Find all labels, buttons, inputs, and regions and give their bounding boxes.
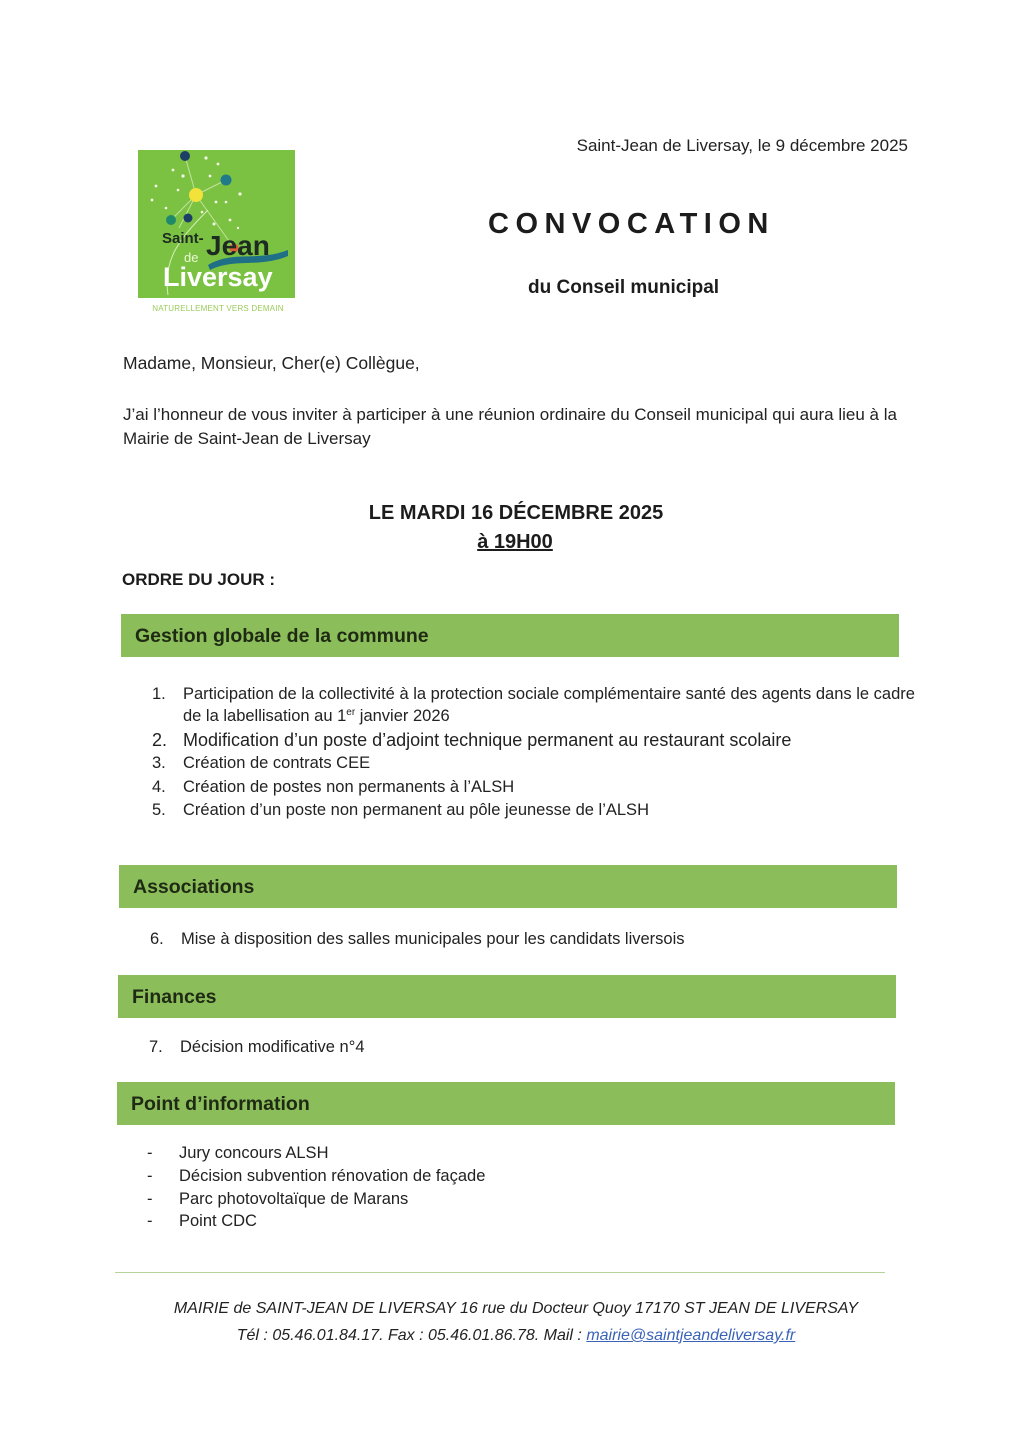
agenda-label: ORDRE DU JOUR : bbox=[122, 570, 276, 589]
item-text: Décision subvention rénovation de façade bbox=[179, 1167, 486, 1185]
item-text: Point CDC bbox=[179, 1212, 257, 1230]
intro-paragraph: J’ai l’honneur de vous inviter à participer à une réunion ordinaire du Conseil municipal qui aura lieu à la Mairie de Saint-Jean de Liversay bbox=[123, 405, 897, 448]
item-number: 1. bbox=[152, 685, 166, 703]
item-text: Création de contrats CEE bbox=[183, 754, 371, 772]
item-number: 2. bbox=[152, 730, 168, 750]
agenda-item bbox=[152, 683, 915, 727]
item-text: Jury concours ALSH bbox=[179, 1144, 329, 1162]
section-header-associations bbox=[119, 865, 897, 908]
item-text: Création de postes non permanents à l’ALSH bbox=[183, 778, 515, 796]
meeting-time: à 19H00 bbox=[477, 531, 553, 553]
section-title: Associations bbox=[133, 876, 255, 898]
bullet-dash: - bbox=[147, 1167, 153, 1185]
item-text: Mise à disposition des salles municipales pour les candidats liversois bbox=[181, 930, 685, 948]
item-number: 5. bbox=[152, 801, 166, 819]
section-title: Finances bbox=[132, 986, 217, 1008]
logo-text-jean: Jean bbox=[206, 230, 270, 261]
bullet-dash: - bbox=[147, 1212, 153, 1230]
section-title: Point d’information bbox=[131, 1093, 310, 1115]
logo-tagline: NATURELLEMENT VERS DEMAIN bbox=[152, 304, 284, 313]
item-number: 7. bbox=[149, 1038, 163, 1056]
municipality-logo bbox=[138, 150, 295, 298]
section-header-finances bbox=[118, 975, 896, 1018]
item-text: Modification d’un poste d’adjoint technique permanent au restaurant scolaire bbox=[183, 730, 792, 750]
logo-text-saint: Saint- bbox=[162, 230, 204, 247]
footer-address: MAIRIE de SAINT-JEAN DE LIVERSAY 16 rue du Docteur Quoy 17170 ST JEAN DE LIVERSAY bbox=[173, 1300, 859, 1317]
logo-text-de: de bbox=[184, 250, 199, 265]
logo-text-liversay: Liversay bbox=[163, 262, 273, 292]
item-text: Participation de la collectivité à la protection sociale complémentaire santé des agents dans le cadre de la labellisation au 1er janvier 2026 bbox=[183, 685, 915, 725]
document-subtitle: du Conseil municipal bbox=[528, 277, 720, 298]
item-text: Parc photovoltaïque de Marans bbox=[179, 1190, 409, 1208]
footer-phone-fax: Tél : 05.46.01.84.17. Fax : 05.46.01.86.78. Mail : bbox=[236, 1327, 587, 1344]
item-number: 4. bbox=[152, 778, 166, 796]
section-header-point-information bbox=[117, 1082, 895, 1125]
item-text: Création d’un poste non permanent au pôle jeunesse de l’ALSH bbox=[183, 801, 649, 819]
footer-email-link[interactable]: mairie@saintjeandeliversay.fr bbox=[586, 1327, 796, 1344]
section-header-gestion bbox=[121, 614, 899, 657]
meeting-date: LE MARDI 16 DÉCEMBRE 2025 bbox=[368, 502, 664, 524]
item-number: 3. bbox=[152, 754, 166, 772]
place-and-date: Saint-Jean de Liversay, le 9 décembre 2025 bbox=[576, 136, 908, 155]
document-title: CONVOCATION bbox=[488, 208, 775, 240]
bullet-dash: - bbox=[147, 1190, 153, 1208]
salutation: Madame, Monsieur, Cher(e) Collègue, bbox=[123, 353, 420, 373]
item-text: Décision modificative n°4 bbox=[180, 1038, 365, 1056]
section-title: Gestion globale de la commune bbox=[135, 625, 429, 647]
item-number: 6. bbox=[150, 930, 164, 948]
footer-contact bbox=[0, 1327, 1024, 1345]
footer-divider bbox=[115, 1272, 885, 1273]
bullet-dash: - bbox=[147, 1144, 153, 1162]
